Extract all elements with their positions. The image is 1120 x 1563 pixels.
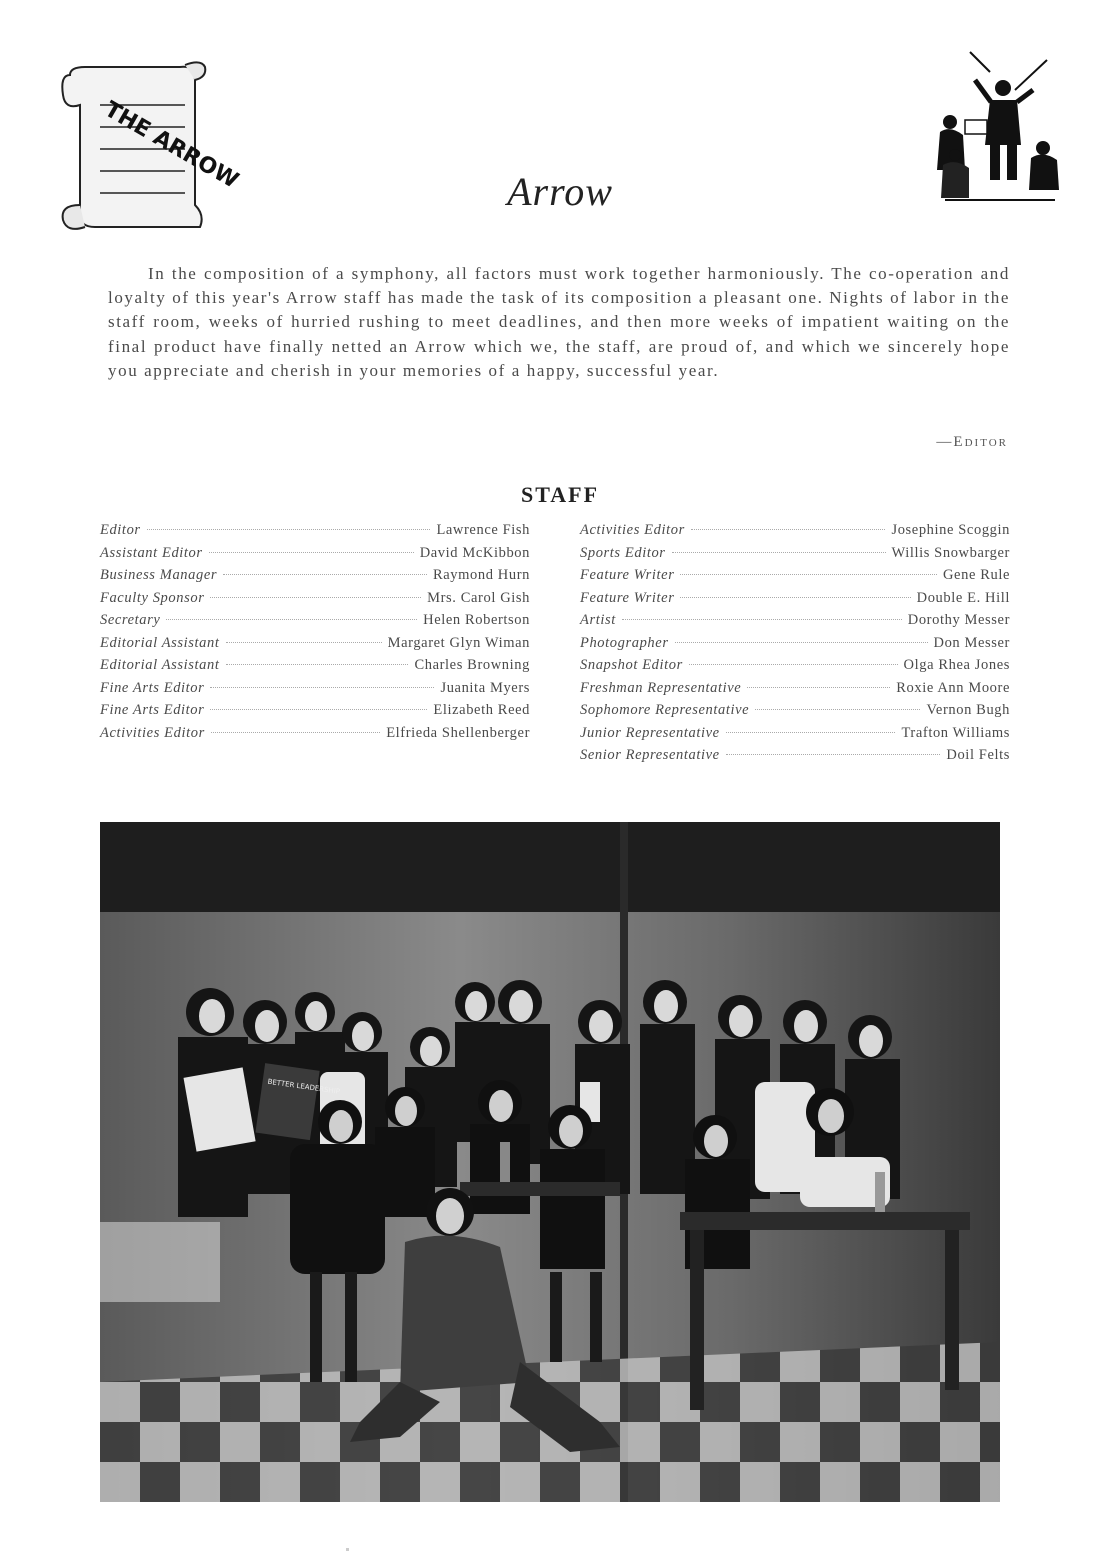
staff-row — [580, 702, 1010, 725]
scroll-lettering: THE ARROW — [100, 97, 243, 194]
staff-row — [100, 612, 530, 635]
staff-row — [580, 612, 1010, 635]
leader-dots — [166, 619, 417, 620]
leader-dots — [209, 552, 414, 553]
leader-dots — [211, 732, 380, 733]
staff-row — [580, 590, 1010, 613]
leader-dots — [689, 664, 898, 665]
staff-role: Business Manager — [100, 567, 218, 583]
staff-name: Raymond Hurn — [432, 567, 530, 583]
staff-row — [100, 680, 530, 703]
staff-role: Editorial Assistant — [100, 657, 220, 673]
magazine-cover-text: BETTER LEADERSHIP — [267, 1077, 341, 1096]
staff-row — [100, 567, 530, 590]
leader-dots — [226, 642, 382, 643]
staff-role: Fine Arts Editor — [100, 679, 205, 696]
staff-role: Freshman Representative — [580, 679, 742, 696]
staff-name: Gene Rule — [942, 567, 1010, 583]
leader-dots — [210, 687, 434, 688]
leader-dots — [755, 709, 920, 710]
staff-row — [100, 522, 530, 545]
leader-dots — [675, 642, 928, 643]
leader-dots — [672, 552, 886, 553]
staff-row — [100, 545, 530, 568]
staff-row — [580, 567, 1010, 590]
staff-name: Dorothy Messer — [907, 612, 1010, 628]
staff-role: Sports Editor — [580, 544, 666, 561]
staff-role: Feature Writer — [580, 567, 675, 583]
intro-paragraph: In the composition of a symphony, all factors must work together harmoniously. The co-operation and loyalty of this year's Arrow staff has made the task of its composition a pleasant one. Nights of labor in the staff room, weeks of hurried rushing to meet deadlines, and then more weeks of impatient waiting on the final product have finally netted an Arrow which we, the staff, are proud of, and which we sincerely hope you appreciate and cherish in your memories of a happy, successful year. — [108, 264, 1010, 380]
leader-dots — [147, 529, 431, 530]
leader-dots — [726, 754, 941, 755]
staff-row — [580, 725, 1010, 748]
staff-role: Activities Editor — [100, 724, 205, 741]
staff-name: Double E. Hill — [916, 589, 1010, 606]
staff-row — [100, 725, 530, 748]
staff-name: Charles Browning — [414, 657, 530, 673]
staff-heading: STAFF — [520, 482, 600, 507]
staff-name: Trafton Williams — [901, 724, 1010, 741]
staff-row — [580, 747, 1010, 770]
staff-name: Helen Robertson — [423, 612, 530, 628]
staff-name: Elfrieda Shellenberger — [386, 724, 530, 741]
staff-role: Faculty Sponsor — [100, 589, 205, 606]
staff-row — [100, 702, 530, 725]
staff-role: Snapshot Editor — [580, 657, 683, 673]
staff-role: Senior Representative — [580, 747, 720, 763]
staff-name: Margaret Glyn Wiman — [387, 634, 530, 651]
staff-role: Fine Arts Editor — [100, 702, 205, 718]
leader-dots — [226, 664, 409, 665]
staff-list-right — [580, 522, 1010, 770]
staff-row — [580, 635, 1010, 658]
staff-role: Photographer — [580, 634, 669, 651]
staff-row — [580, 657, 1010, 680]
staff-name: Don Messer — [933, 634, 1010, 651]
leader-dots — [726, 732, 896, 733]
staff-row — [580, 680, 1010, 703]
staff-name: Elizabeth Reed — [433, 702, 530, 718]
staff-name: Doil Felts — [946, 747, 1010, 763]
staff-name: Olga Rhea Jones — [903, 657, 1010, 673]
staff-name: Willis Snowbarger — [891, 544, 1010, 561]
staff-role: Editor — [100, 522, 141, 538]
staff-role: Junior Representative — [580, 724, 720, 741]
staff-name: Roxie Ann Moore — [896, 679, 1010, 696]
staff-name: Vernon Bugh — [926, 702, 1010, 718]
staff-role: Artist — [580, 612, 616, 628]
staff-name: Lawrence Fish — [436, 522, 530, 538]
staff-role: Assistant Editor — [100, 544, 203, 561]
staff-role: Sophomore Representative — [580, 702, 750, 718]
leader-dots — [747, 687, 890, 688]
staff-row — [100, 635, 530, 658]
staff-name: Mrs. Carol Gish — [427, 589, 530, 606]
staff-row — [580, 522, 1010, 545]
staff-row — [100, 590, 530, 613]
leader-dots — [680, 574, 937, 575]
page-speck — [346, 1548, 349, 1551]
staff-row — [580, 545, 1010, 568]
leader-dots — [680, 597, 910, 598]
leader-dots — [691, 529, 886, 530]
page-title: Arrow — [507, 169, 613, 214]
leader-dots — [210, 709, 427, 710]
staff-role: Secretary — [100, 612, 161, 628]
staff-role: Feature Writer — [580, 589, 675, 606]
staff-list-left — [100, 522, 530, 747]
staff-row — [100, 657, 530, 680]
leader-dots — [622, 619, 902, 620]
leader-dots — [210, 597, 421, 598]
staff-role: Activities Editor — [580, 522, 685, 538]
staff-name: Juanita Myers — [440, 679, 530, 696]
staff-role: Editorial Assistant — [100, 634, 220, 651]
staff-name: Josephine Scoggin — [891, 522, 1010, 538]
staff-name: David McKibbon — [419, 544, 530, 561]
editor-signature: —Editor — [936, 434, 1008, 450]
photo-drawing — [100, 822, 1000, 1502]
leader-dots — [223, 574, 427, 575]
staff-group-photo — [100, 822, 1000, 1502]
